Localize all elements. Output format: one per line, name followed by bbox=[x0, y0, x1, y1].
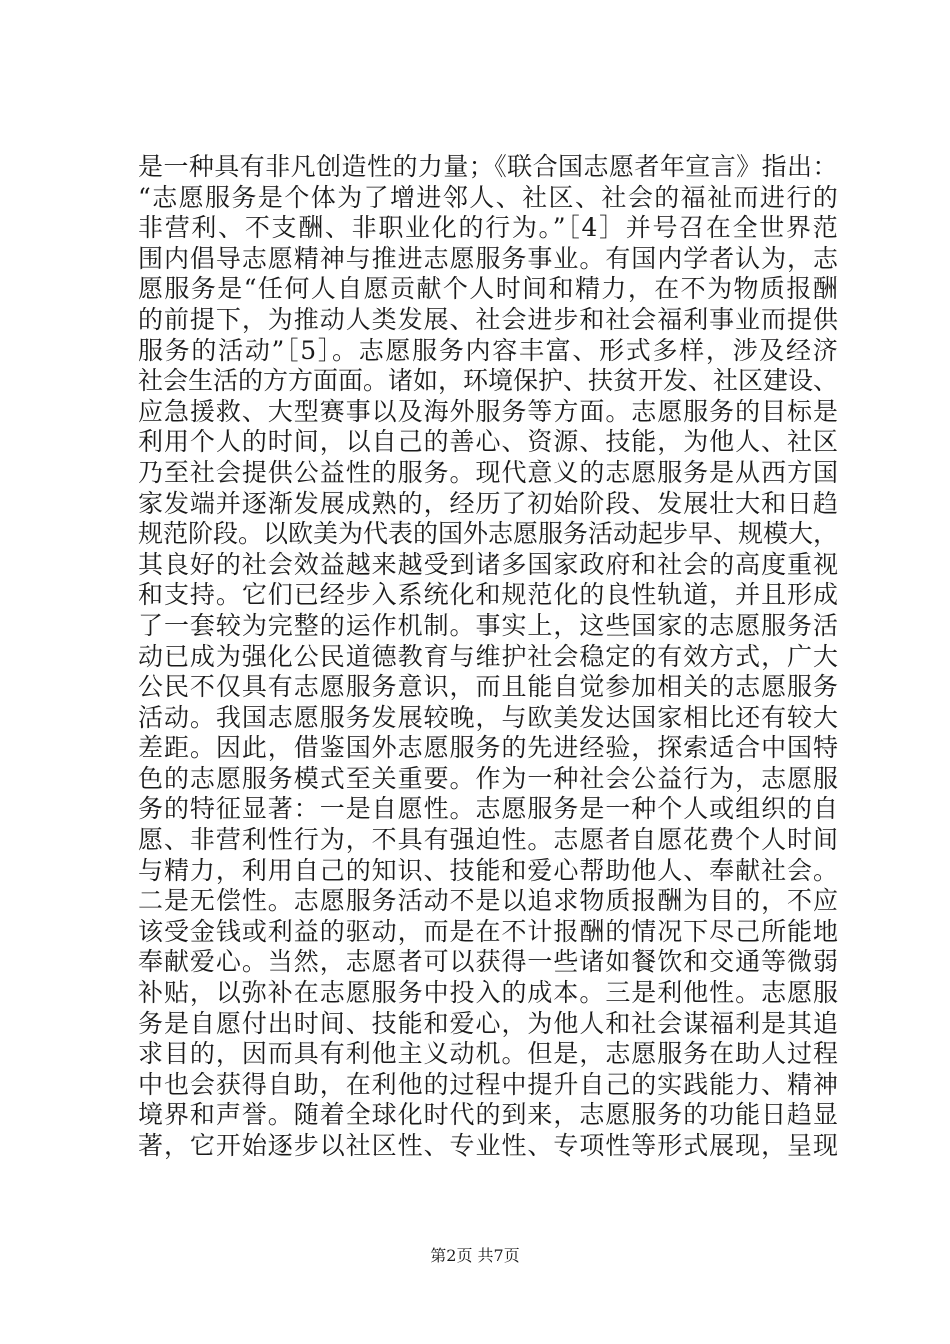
text-line: 该受金钱或利益的驱动，而是在不计报酬的情况下尽己所能地 bbox=[138, 916, 839, 946]
text-line: 求目的，因而具有利他主义动机。但是，志愿服务在助人过程 bbox=[138, 1039, 839, 1069]
text-line: 服务的活动”［5］。志愿服务内容丰富、形式多样，涉及经济 bbox=[138, 335, 840, 365]
text-line: 二是无偿性。志愿服务活动不是以追求物质报酬为目的，不应 bbox=[138, 886, 839, 916]
body-paragraph bbox=[138, 152, 838, 1162]
text-line: 动已成为强化公民道德教育与维护社会稳定的有效方式，广大 bbox=[138, 641, 839, 671]
text-line: 奉献爱心。当然，志愿者可以获得一些诸如餐饮和交通等微弱 bbox=[138, 947, 839, 977]
text-line: 社会生活的方方面面。诸如，环境保护、扶贫开发、社区建设、 bbox=[138, 366, 839, 396]
text-line: 愿、非营利性行为，不具有强迫性。志愿者自愿花费个人时间 bbox=[138, 825, 839, 855]
text-line: 其良好的社会效益越来越受到诸多国家政府和社会的高度重视 bbox=[138, 549, 839, 579]
text-line: 非营利、不支酬、非职业化的行为。”［4］并号召在全世界范 bbox=[138, 213, 840, 243]
text-line: 务的特征显著：一是自愿性。志愿服务是一种个人或组织的自 bbox=[138, 794, 839, 824]
text-line: 规范阶段。以欧美为代表的国外志愿服务活动起步早、规模大， bbox=[138, 519, 839, 549]
text-line: 中也会获得自助，在利他的过程中提升自己的实践能力、精神 bbox=[138, 1069, 839, 1099]
text-line: 公民不仅具有志愿服务意识，而且能自觉参加相关的志愿服务 bbox=[138, 672, 839, 702]
text-line: 活动。我国志愿服务发展较晚，与欧美发达国家相比还有较大 bbox=[138, 702, 839, 732]
text-line: 是一种具有非凡创造性的力量；《联合国志愿者年宣言》指出： bbox=[138, 152, 838, 181]
text-line: 务是自愿付出时间、技能和爱心，为他人和社会谋福利是其追 bbox=[138, 1008, 839, 1038]
text-line: 差距。因此，借鉴国外志愿服务的先进经验，探索适合中国特 bbox=[138, 733, 839, 763]
text-line: 境界和声誉。随着全球化时代的到来，志愿服务的功能日趋显 bbox=[138, 1100, 839, 1130]
text-line: “志愿服务是个体为了增进邻人、社区、社会的福祉而进行的 bbox=[138, 182, 840, 212]
text-line: 应急援救、大型赛事以及海外服务等方面。志愿服务的目标是 bbox=[138, 396, 839, 426]
text-line: 愿服务是“任何人自愿贡献个人时间和精力，在不为物质报酬 bbox=[138, 274, 840, 304]
text-line: 著，它开始逐步以社区性、专业性、专项性等形式展现，呈现 bbox=[138, 1131, 839, 1160]
text-line: 家发端并逐渐发展成熟的，经历了初始阶段、发展壮大和日趋 bbox=[138, 488, 839, 518]
text-line: 色的志愿服务模式至关重要。作为一种社会公益行为，志愿服 bbox=[138, 763, 839, 793]
text-line: 与精力，利用自己的知识、技能和爱心帮助他人、奉献社会。 bbox=[138, 855, 839, 885]
text-line: 补贴，以弥补在志愿服务中投入的成本。三是利他性。志愿服 bbox=[138, 978, 839, 1008]
text-line: 的前提下，为推动人类发展、社会进步和社会福利事业而提供 bbox=[138, 304, 839, 334]
page-footer: 第2页 共7页 bbox=[430, 1246, 520, 1265]
text-line: 利用个人的时间，以自己的善心、资源、技能，为他人、社区 bbox=[138, 427, 839, 457]
text-line: 围内倡导志愿精神与推进志愿服务事业。有国内学者认为，志 bbox=[138, 243, 839, 273]
text-line: 和支持。它们已经步入系统化和规范化的良性轨道，并且形成 bbox=[138, 580, 839, 610]
text-line: 乃至社会提供公益性的服务。现代意义的志愿服务是从西方国 bbox=[138, 457, 839, 487]
text-line: 了一套较为完整的运作机制。事实上，这些国家的志愿服务活 bbox=[138, 610, 839, 640]
